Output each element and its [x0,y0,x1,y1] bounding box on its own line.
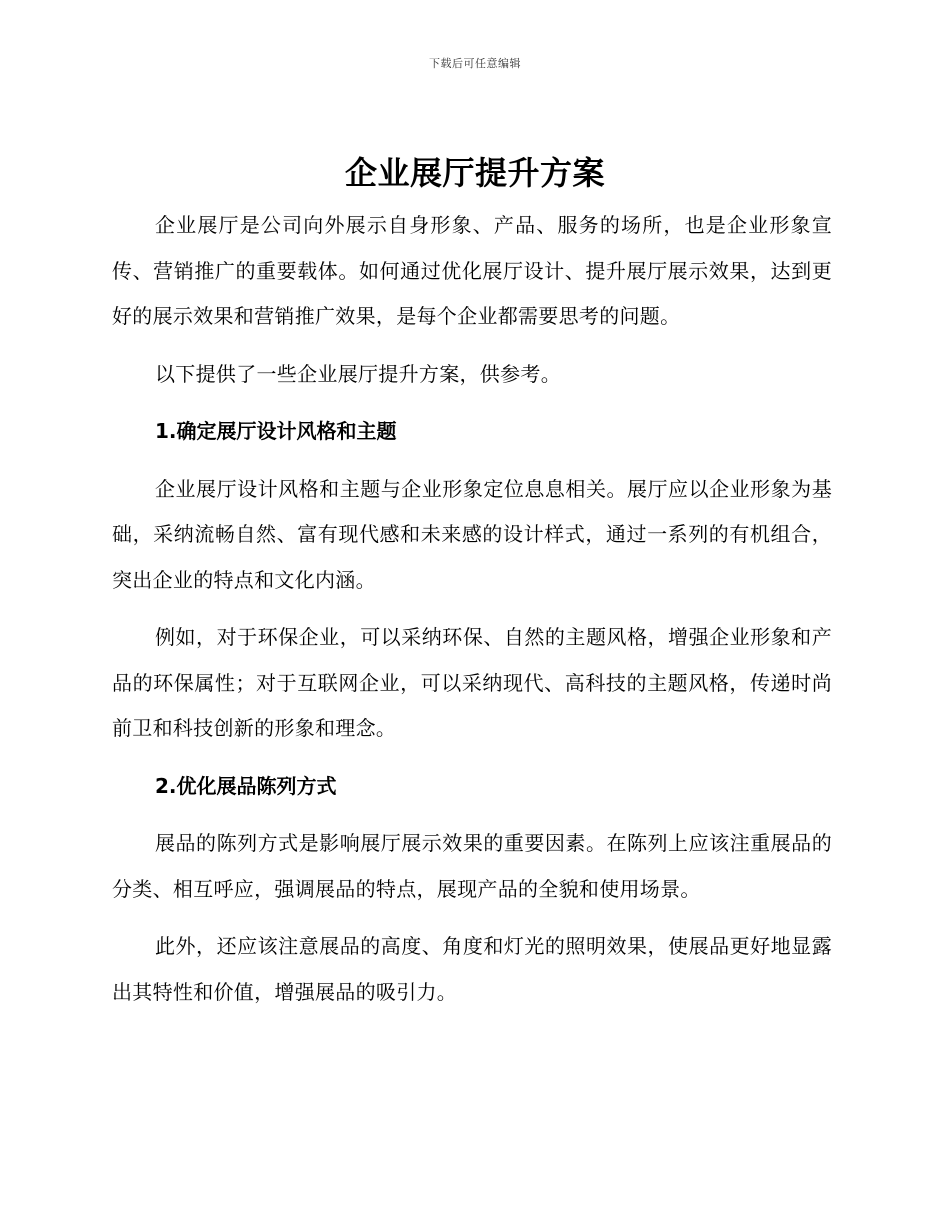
section-paragraph: 例如，对于环保企业，可以采纳环保、自然的主题风格，增强企业形象和产品的环保属性；对于互联网企业，可以采纳现代、高科技的主题风格，传递时尚前卫和科技创新的形象和理念。 [112,625,832,740]
section-paragraph: 此外，还应该注意展品的高度、角度和灯光的照明效果，使展品更好地显露出其特性和价值，增强展品的吸引力。 [112,934,832,1004]
page-header-note: 下载后可任意编辑 [429,57,521,70]
section-paragraph: 展品的陈列方式是影响展厅展示效果的重要因素。在陈列上应该注重展品的分类、相互呼应，强调展品的特点，展现产品的全貌和使用场景。 [112,831,832,901]
section-heading: 2.优化展品陈列方式 [155,773,337,798]
section-heading: 1.确定展厅设计风格和主题 [155,419,397,443]
document-title: 企业展厅提升方案 [344,154,605,192]
section-paragraph: 企业展厅设计风格和主题与企业形象定位息息相关。展厅应以企业形象为基础，采纳流畅自然、富有现代感和未来感的设计样式，通过一系列的有机组合，突出企业的特点和文化内涵。 [112,476,832,592]
document-body [112,203,832,1027]
intro-paragraph: 企业展厅是公司向外展示自身形象、产品、服务的场所，也是企业形象宣传、营销推广的重要载体。如何通过优化展厅设计、提升展厅展示效果，达到更好的展示效果和营销推广效果，是每个企业都需要思考的问题。 [112,213,832,328]
intro-paragraph: 以下提供了一些企业展厅提升方案，供参考。 [155,361,561,386]
